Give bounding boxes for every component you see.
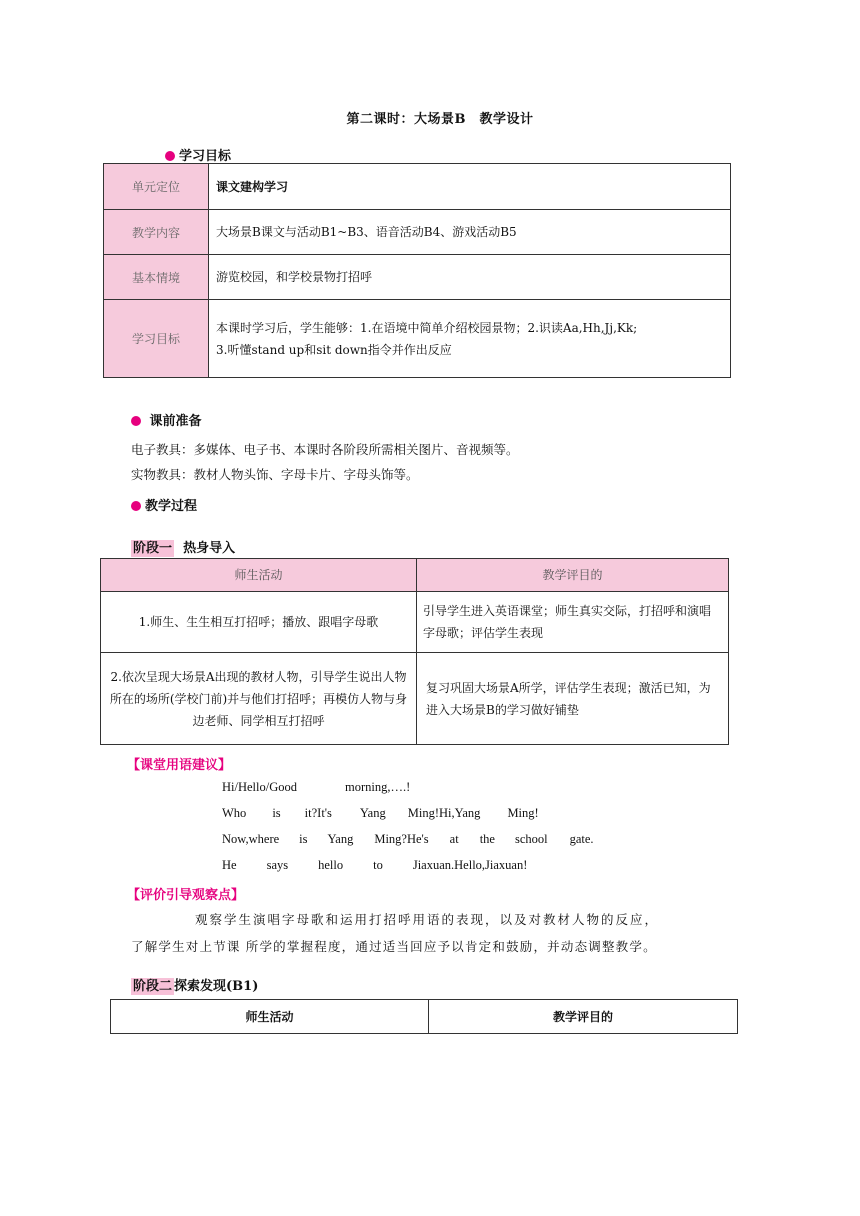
phrase-line: Who is it?It's Yang Ming!Hi,Yang Ming! xyxy=(222,806,539,820)
row-value: 大场景B课文与活动B1~B3、语音活动B4、游戏活动B5 xyxy=(209,210,731,255)
column-header: 教学评目的 xyxy=(429,1000,738,1034)
table-header-row xyxy=(101,559,729,592)
activity-cell: 1.师生、生生相互打招呼；播放、跟唱字母歌 xyxy=(101,592,417,653)
bullet-dot-icon xyxy=(131,501,141,511)
row-value: 游览校园，和学校景物打招呼 xyxy=(209,255,731,300)
bullet-dot-icon xyxy=(131,416,141,426)
purpose-cell: 复习巩固大场景A所学，评估学生表现；激活已知，为进入大场景B的学习做好铺垫 xyxy=(417,653,729,745)
stage-mark: 阶段一 xyxy=(133,541,173,556)
stage-name: 探索发现(B1) xyxy=(174,979,259,994)
eval-line: 了解学生对上节课 所学的掌握程度，通过适当回应予以肯定和鼓励，并动态调整教学。 xyxy=(131,939,657,954)
phrases-heading: 【课堂用语建议】 xyxy=(127,758,232,773)
table-row xyxy=(104,164,731,210)
row-label: 学习目标 xyxy=(104,300,209,378)
eval-heading: 【评价引导观察点】 xyxy=(127,888,245,903)
row-value: 本课时学习后，学生能够：1.在语境中简单介绍校园景物；2.识读Aa,Hh,Jj,Kk; 3.听懂stand up和sit down指令并作出反应 xyxy=(209,300,731,378)
stage2-table xyxy=(110,999,738,1034)
phrase-line: He says hello to Jiaxuan.Hello,Jiaxuan! xyxy=(222,858,528,872)
stage1-table xyxy=(100,558,729,745)
stage-mark: 阶段二 xyxy=(133,979,173,994)
table-header-row xyxy=(111,1000,738,1034)
row-label: 单元定位 xyxy=(104,164,209,210)
table-row xyxy=(101,653,729,745)
bullet-dot-icon xyxy=(165,151,175,161)
prep-line: 实物教具：教材人物头饰、字母卡片、字母头饰等。 xyxy=(131,467,419,482)
phrase-line: Now,where is Yang Ming?He's at the school gate. xyxy=(222,832,594,846)
row-value: 课文建构学习 xyxy=(209,164,731,210)
table-row xyxy=(101,592,729,653)
goals-table xyxy=(103,163,731,378)
table-row xyxy=(104,255,731,300)
stage1-heading xyxy=(131,537,235,556)
column-header: 师生活动 xyxy=(111,1000,429,1034)
eval-line: 观察学生演唱字母歌和运用打招呼用语的表现，以及对教材人物的反应， xyxy=(195,912,660,927)
page-title: 第二课时：大场景B 教学设计 xyxy=(346,112,534,127)
goals-heading: 学习目标 xyxy=(165,145,231,164)
stage-name: 热身导入 xyxy=(183,541,236,556)
process-heading: 教学过程 xyxy=(131,495,197,514)
stage2-heading xyxy=(131,975,258,994)
column-header: 师生活动 xyxy=(101,559,417,592)
purpose-cell: 引导学生进入英语课堂；师生真实交际，打招呼和演唱字母歌；评估学生表现 xyxy=(417,592,729,653)
prep-heading: 课前准备 xyxy=(131,410,202,429)
table-row xyxy=(104,210,731,255)
row-label: 教学内容 xyxy=(104,210,209,255)
phrase-line: Hi/Hello/Good morning,….! xyxy=(222,780,411,794)
prep-line: 电子教具：多媒体、电子书、本课时各阶段所需相关图片、音视频等。 xyxy=(131,442,519,457)
table-row xyxy=(104,300,731,378)
column-header: 教学评目的 xyxy=(417,559,729,592)
row-label: 基本情境 xyxy=(104,255,209,300)
activity-cell: 2.依次呈现大场景A出现的教材人物，引导学生说出人物所在的场所(学校门前)并与他们打招呼；再模仿人物与身边老师、同学相互打招呼 xyxy=(101,653,417,745)
